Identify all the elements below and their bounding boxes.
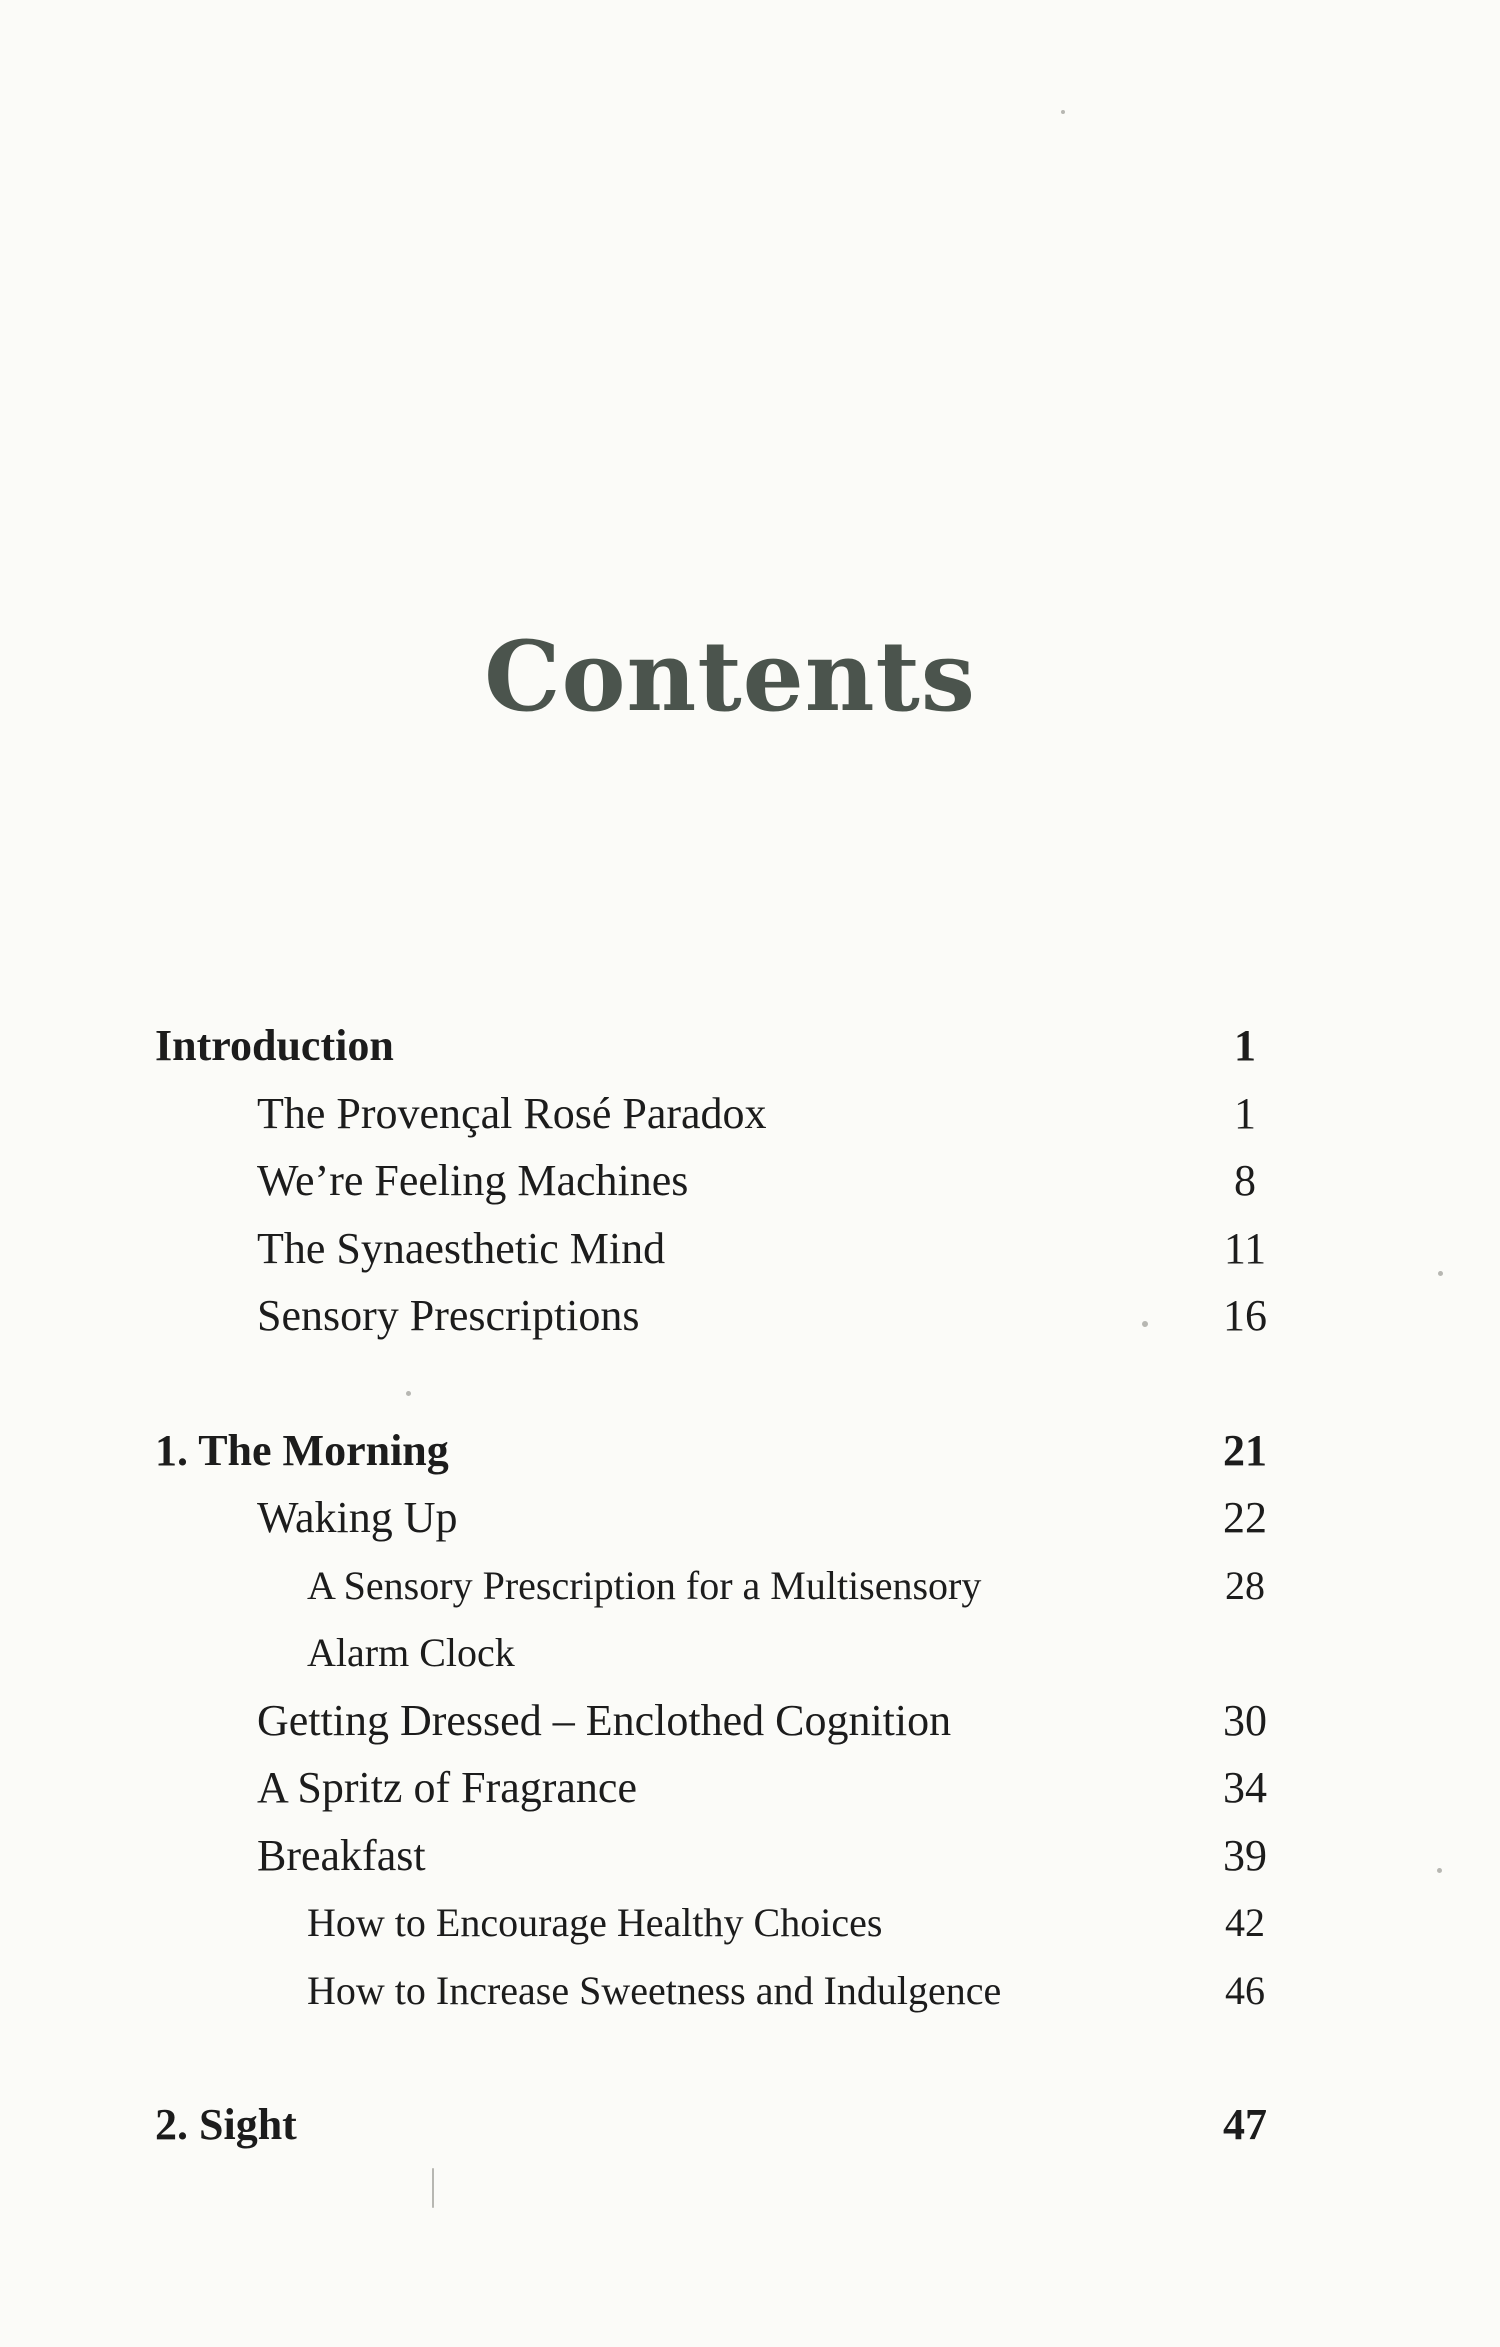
toc-entry-label: The Provençal Rosé Paradox xyxy=(257,1088,767,1138)
toc-entry xyxy=(155,1552,1285,1620)
toc-page-number: 30 xyxy=(1223,1695,1267,1745)
toc-page-number: 22 xyxy=(1223,1493,1267,1542)
toc-page-number: 21 xyxy=(1223,1425,1267,1475)
toc-page-number: 28 xyxy=(1225,1562,1265,1608)
toc-page-number: 42 xyxy=(1225,1900,1265,1945)
toc-page-number: 46 xyxy=(1225,1967,1265,2013)
toc-page-number: 8 xyxy=(1234,1156,1256,1205)
toc-entry[interactable] xyxy=(155,1484,1285,1552)
toc-chapter-sight[interactable] xyxy=(155,2091,1285,2159)
toc-group-introduction xyxy=(155,1012,1285,1350)
scan-speck xyxy=(1438,1271,1443,1276)
toc-entry-label: Breakfast xyxy=(257,1830,426,1880)
toc-entry-label: A Spritz of Fragrance xyxy=(257,1763,637,1812)
toc-entry[interactable] xyxy=(155,1822,1285,1890)
toc-page-number: 1 xyxy=(1234,1088,1256,1138)
toc-page-number: 34 xyxy=(1223,1763,1267,1812)
toc-group-sight xyxy=(155,2091,1285,2159)
toc-page-number: 39 xyxy=(1223,1830,1267,1880)
toc-entry[interactable] xyxy=(155,1957,1285,2025)
toc-chapter-introduction[interactable] xyxy=(155,1012,1285,1080)
toc-entry-label: The Synaesthetic Mind xyxy=(257,1223,666,1273)
toc-entry-label: Waking Up xyxy=(257,1493,458,1542)
toc-entry-label: Getting Dressed – Enclothed Cognition xyxy=(257,1695,952,1745)
table-of-contents xyxy=(155,1012,1285,2159)
toc-page-number: 11 xyxy=(1223,1223,1267,1273)
toc-entry-label: How to Encourage Healthy Choices xyxy=(307,1900,883,1945)
toc-page-number: 16 xyxy=(1223,1291,1267,1340)
toc-entry-label: Sensory Prescriptions xyxy=(257,1291,640,1340)
toc-chapter-the-morning[interactable] xyxy=(155,1417,1285,1485)
scan-speck xyxy=(432,2168,434,2208)
toc-entry-label: Introduction xyxy=(155,1021,394,1070)
scan-speck xyxy=(406,1391,411,1396)
toc-entry[interactable] xyxy=(155,1754,1285,1822)
toc-entry-label: 1. The Morning xyxy=(155,1425,449,1475)
toc-entry-label: A Sensory Prescription for a Multisensory xyxy=(307,1562,982,1608)
toc-page-number: 47 xyxy=(1223,2100,1267,2149)
toc-group-the-morning xyxy=(155,1417,1285,2025)
scan-speck xyxy=(1061,110,1065,114)
toc-entry-label: How to Increase Sweetness and Indulgence xyxy=(307,1967,1002,2013)
page-title: Contents xyxy=(484,620,976,734)
toc-entry[interactable] xyxy=(155,1687,1285,1755)
toc-entry[interactable] xyxy=(155,1080,1285,1148)
toc-entry[interactable] xyxy=(155,1215,1285,1283)
toc-entry[interactable] xyxy=(155,1282,1285,1350)
scan-speck xyxy=(1437,1868,1442,1873)
toc-subentry-multiline[interactable] xyxy=(155,1552,1285,1687)
toc-page-number: 1 xyxy=(1234,1021,1256,1070)
toc-entry[interactable] xyxy=(155,1889,1285,1957)
toc-entry[interactable] xyxy=(155,1147,1285,1215)
toc-entry-label-continuation: Alarm Clock xyxy=(307,1630,515,1675)
scan-speck xyxy=(1142,1321,1148,1327)
toc-entry-label: We’re Feeling Machines xyxy=(257,1156,689,1205)
toc-entry-label: 2. Sight xyxy=(155,2100,297,2149)
